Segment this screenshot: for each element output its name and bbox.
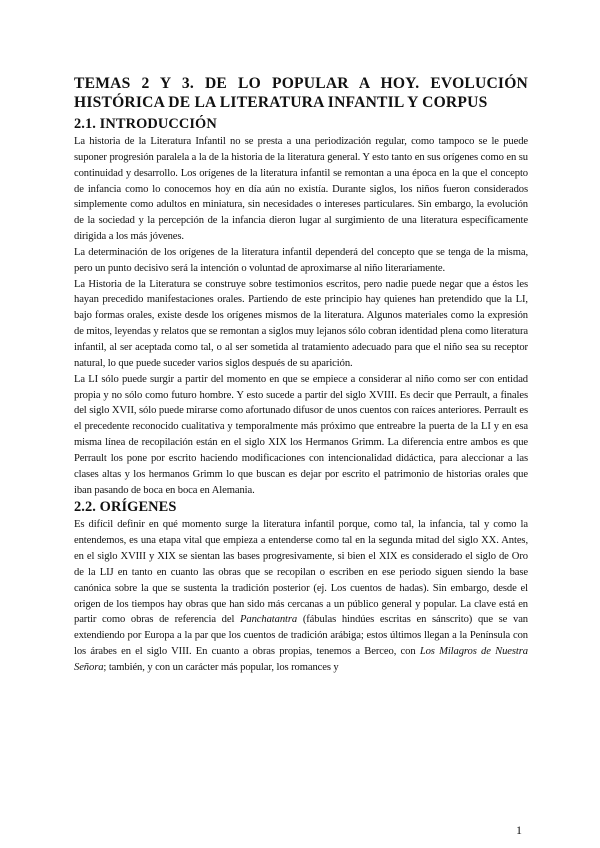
text-run: Es difícil definir en qué momento surge la literatura infantil porque, como tal, la infancia, tal y como la entendemos, es una etapa vital que empieza a entenderse como tal en la segunda mitad del siglo XX. Antes, en el siglo XVIII y XIX se sientan las bases progresivamente, si bien el XIX es considerado el siglo de Oro de la LIJ en tanto en cuanto las obras que se recopilan o escriben en ese periodo siguen siendo la base canónica sobre la que se sustenta la tradición posterior (ej. Los cuentos de hadas). Sin embargo, desde el origen de los tiempos hay obras que han sido más cercanas a un público general y popular. La clave está en partir como obras de referencia del [74,519,528,626]
paragraph: La Historia de la Literatura se construye sobre testimonios escritos, pero nadie puede negar que a éstos les hayan precedido manifestaciones orales. Partiendo de este principio hay quienes han pretendido que la LI, bajo formas orales, existe desde los orígenes mismos de la literatura. Algunos materiales como la expresión de mitos, leyendas y relatos que se remontan a siglos muy lejanos sólo cobran identidad plena como literatura infantil, al ser aceptada como tal, o al ser sometida al tratamiento adecuado para que el niño sea su receptor natural, lo que puede suceder varios siglos después de su aparición. [74,278,528,369]
paragraph: La LI sólo puede surgir a partir del momento en que se empiece a considerar al niño como ser con entidad propia y no sólo como futuro hombre. Y esto sucede a partir del siglo XVIII. Es decir que Perrault, a finales del siglo XVII, sólo puede mirarse como afortunado difusor de unos cuentos con raíces anteriores. Perrault es el precedente reconocido cualitativa y temporalmente más próximo que entreabre la puerta de la LI y en esa misma línea de recopilación están en el siglo XIX los Hermanos Grimm. La diferencia entre ambos es que Perrault los pone por escrito haciendo modificaciones con intencionalidad didáctica, para aleccionar a las clases altas y los hermanos Grimm lo que buscan es dejar por escrito el patrimonio de historias orales que iban pasando de boca en boca en Alemania. [74,373,528,496]
paragraph: La historia de la Literatura Infantil no se presta a una periodización regular, como tampoco se le puede suponer progresión paralela a la de la historia de la literatura general. Y esto tanto en sus orígenes como en su continuidad y desarrollo. Los orígenes de la literatura infantil se remontan a una época en la que el concepto de infancia como lo conocemos hoy en día aún no existía. Durante siglos, los niños fueron considerados simplemente como adultos en miniatura, sin necesidades o intereses particulares. Sin embargo, la evolución de la sociedad y la percepción de la infancia dieron lugar al surgimiento de una literatura específicamente dirigida a los más jóvenes. [74,136,528,243]
paragraph-origenes [74,517,528,675]
italic-title-panchatantra: Panchatantra [240,614,298,626]
text-run: (fábulas hindúes escritas en sánscrito) que se van extendiendo por Europa a la par que los cuentos de tradición arábiga; estos últimos llegan a la Península con los árabes en el siglo VIII. En cuanto a obras propias, tenemos a Berceo, con [74,614,528,658]
italic-title-milagros: Los Milagros de Nuestra Señora [74,646,528,673]
section-heading-introduccion: 2.1. INTRODUCCIÓN [74,116,217,132]
text-run: ; también, y con un carácter más popular, los romances y [103,662,339,673]
page-number: 1 [516,823,522,837]
page-content [74,74,528,676]
document-title: TEMAS 2 Y 3. DE LO POPULAR A HOY. EVOLUCIÓN HISTÓRICA DE LA LITERATURA INFANTIL Y CORPUS [74,75,528,111]
paragraph: La determinación de los orígenes de la literatura infantil dependerá del concepto que se tenga de la misma, pero un punto decisivo será la intención o voluntad de aproximarse al niño literariamente. [74,246,528,274]
section-heading-origenes: 2.2. ORÍGENES [74,499,177,516]
